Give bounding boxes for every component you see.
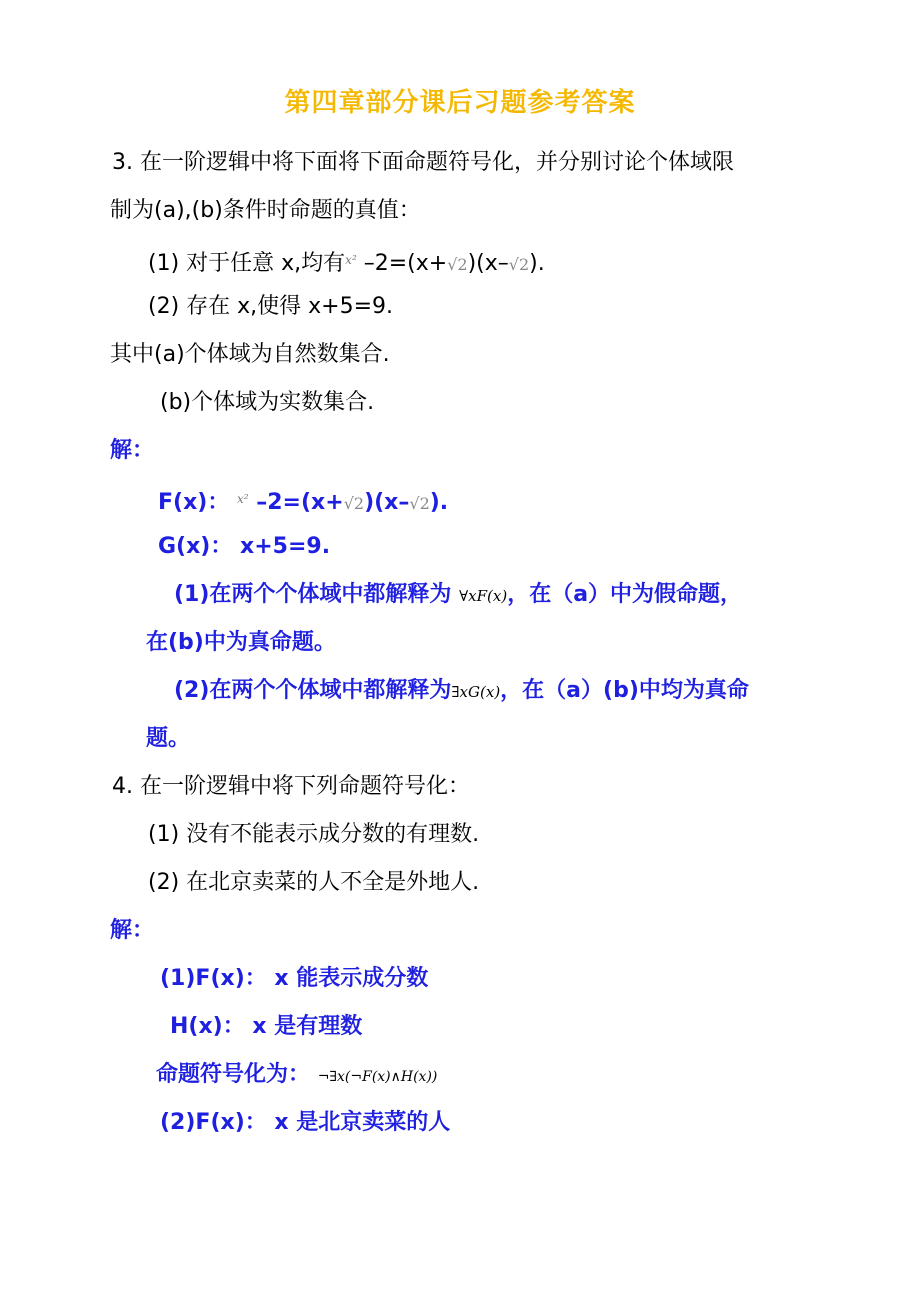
q4-item1: (1) 没有不能表示成分数的有理数. (148, 822, 480, 847)
sqrt2-a-text: √2 (447, 255, 468, 274)
q3-item1-text: (1) 对于任意 x,均有 (148, 251, 346, 276)
q4-sol3-pre: 命题符号化为： (156, 1062, 311, 1087)
q3-item1-mid: )(x– (467, 251, 509, 276)
q4-formula: ¬∃x(¬F(x)∧H(x)) (317, 1069, 438, 1085)
q3-item1-end: ). (529, 251, 545, 276)
q4-solution-label: 解： (110, 918, 155, 943)
F-sqrt2-a-text: √2 (343, 494, 365, 513)
q3-answer1-line2: 在(b)中为真命题。 (146, 630, 336, 655)
F-sqrt2-b (409, 494, 429, 513)
q3-item2: (2) 存在 x,使得 x+5=9. (148, 294, 394, 319)
q4-item2: (2) 在北京卖菜的人不全是外地人. (148, 870, 480, 895)
q3-F-mid: )(x– (364, 490, 410, 515)
q3-domain-b: (b)个体域为实数集合. (160, 390, 375, 415)
forall-formula: ∀xF(x) (459, 587, 508, 605)
q3-answer2-post: ，在（a）(b)中均为真命 (500, 678, 749, 703)
q3-F-def (158, 484, 448, 519)
F-x-squared: x² (237, 492, 249, 506)
q3-line2: 制为(a),(b)条件时命题的真值： (110, 198, 421, 223)
q3-answer1 (174, 580, 742, 611)
sqrt2-a (447, 255, 467, 274)
x-squared: x² (345, 253, 357, 267)
q3-item1 (148, 245, 545, 280)
q3-item1-eq: –2=(x+ (356, 251, 448, 276)
q3-G-def: G(x)： x+5=9. (158, 534, 331, 559)
q3-answer1-pre: (1)在两个个体域中都解释为 (174, 582, 452, 607)
sqrt2-b (509, 255, 529, 274)
q4-sol4: (2)F(x)： x 是北京卖菜的人 (160, 1110, 451, 1135)
exists-formula: ∃xG(x) (451, 683, 501, 701)
q3-F-end: ). (429, 490, 449, 515)
q3-answer2-pre: (2)在两个个体域中都解释为 (174, 678, 452, 703)
F-sqrt2-a (344, 494, 364, 513)
q3-answer2 (174, 676, 749, 707)
q3-F-eq: –2=(x+ (248, 490, 344, 515)
q4-sol1: (1)F(x)： x 能表示成分数 (160, 966, 429, 991)
q3-answer2-line2: 题。 (146, 726, 191, 751)
q4-sol3 (156, 1060, 437, 1092)
q3-line1: 3. 在一阶逻辑中将下面将下面命题符号化，并分别讨论个体域限 (112, 150, 734, 175)
q3-answer1-post: ，在（a）中为假命题， (507, 582, 743, 607)
F-sqrt2-b-text: √2 (409, 494, 430, 513)
sqrt2-b-text: √2 (508, 255, 530, 274)
q3-F-label: F(x)： (158, 490, 230, 515)
q4-sol2: H(x)： x 是有理数 (170, 1014, 363, 1039)
q4-line1: 4. 在一阶逻辑中将下列命题符号化： (112, 774, 470, 799)
page-title: 第四章部分课后习题参考答案 (284, 88, 636, 118)
q3-domain-a: 其中(a)个体域为自然数集合. (110, 342, 390, 367)
q3-solution-label: 解： (110, 438, 155, 463)
